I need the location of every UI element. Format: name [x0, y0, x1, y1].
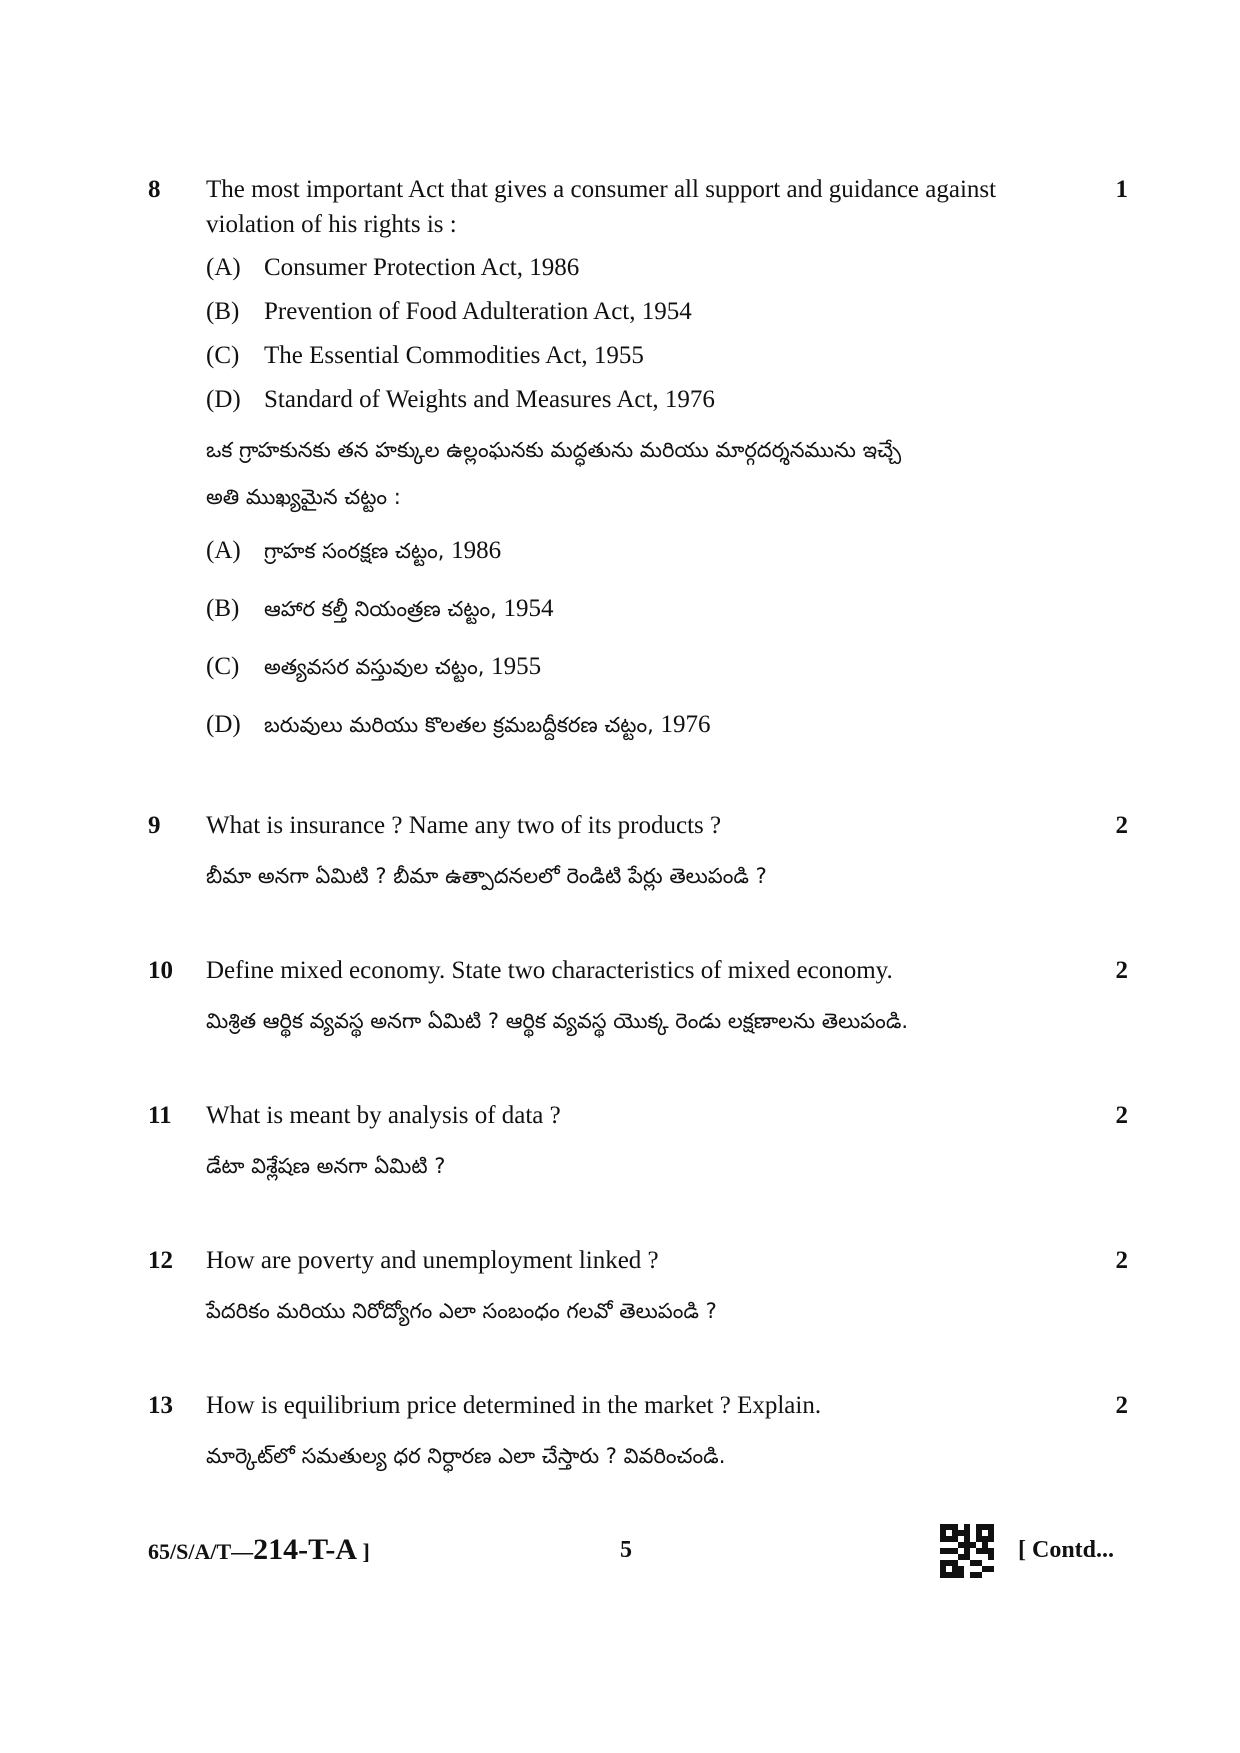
question-marks: 2: [1115, 1247, 1128, 1274]
question-number: 9: [148, 812, 161, 839]
qr-code-icon: [940, 1524, 994, 1578]
question-body: [206, 808, 1046, 894]
question-text: How is equilibrium price determined in the market ? Explain.: [206, 1392, 822, 1419]
question-body: [206, 953, 1046, 1039]
option-text: The Essential Commodities Act, 1955: [264, 342, 644, 369]
option-text: బరువులు మరియు కొలతల క్రమబద్దీకరణ చట్టం,: [264, 713, 661, 737]
question-text-telugu: మిశ్రిత ఆర్థిక వ్యవస్థ అనగా ఏమిటి ? ఆర్థిక వ్యవస్థ యొక్క రెండు లక్షణాలను తెలుపండి.: [206, 1009, 909, 1033]
option-text: అత్యవసర వస్తువుల చట్టం,: [264, 655, 492, 679]
option-text: Consumer Protection Act, 1986: [264, 254, 580, 281]
option-label: (D): [206, 386, 241, 413]
paper-code-suffix: ]: [357, 1539, 370, 1564]
question-number: 8: [148, 176, 161, 203]
options-telugu: [206, 533, 1046, 743]
option-a: [206, 250, 1046, 285]
option-d: [206, 382, 1046, 417]
option-label: (B): [206, 298, 240, 325]
option-label: (D): [206, 711, 241, 738]
paper-code-main: 214-T-A: [253, 1533, 358, 1566]
question-text-line: violation of his rights is :: [206, 211, 457, 238]
question-text: Define mixed economy. State two characteristics of mixed economy.: [206, 957, 893, 984]
option-year: 1976: [660, 711, 711, 738]
option-text: ఆహార కల్తీ నియంత్రణ చట్టం,: [264, 597, 504, 621]
question-text-telugu: డేటా విశ్లేషణ అనగా ఏమిటి ?: [206, 1154, 446, 1178]
option-text: Standard of Weights and Measures Act, 1976: [264, 386, 715, 413]
question-text-line: The most important Act that gives a consumer all support and guidance against: [206, 176, 997, 203]
option-c: [206, 338, 1046, 373]
question-marks: 2: [1115, 1102, 1128, 1129]
question-marks: 2: [1115, 1392, 1128, 1419]
option-year: 1986: [451, 537, 502, 564]
question-number: 11: [148, 1102, 172, 1129]
question-marks: 2: [1115, 957, 1128, 984]
question-text-telugu: మార్కెట్‌లో సమతుల్య ధర నిర్ధారణ ఎలా చేస్తారు ? వివరించండి.: [206, 1444, 726, 1468]
option-d-telugu: [206, 707, 1046, 743]
question-text: How are poverty and unemployment linked ?: [206, 1247, 659, 1274]
question-number: 13: [148, 1392, 173, 1419]
option-a-telugu: [206, 533, 1046, 569]
continued-label: [ Contd...: [1018, 1537, 1115, 1563]
question-body: [206, 1388, 1046, 1474]
question-number: 12: [148, 1247, 173, 1274]
question-text: What is insurance ? Name any two of its products ?: [206, 812, 722, 839]
question-text-telugu: బీమా అనగా ఏమిటి ? బీమా ఉత్పాదనలలో రెండిటి పేర్లు తెలుపండి ?: [206, 864, 767, 888]
option-label: (B): [206, 595, 240, 622]
question-text-telugu: [206, 433, 1046, 515]
option-label: (C): [206, 653, 240, 680]
question-body: [206, 1243, 1046, 1329]
question-body: [206, 172, 1046, 743]
paper-code-prefix: 65/S/A/T—: [148, 1539, 254, 1564]
paper-code: [148, 1530, 370, 1572]
telugu-line: ఒక గ్రాహకునకు తన హక్కుల ఉల్లంఘనకు మద్ధతును మరియు మార్గదర్శనమును ఇచ్చే: [206, 438, 902, 462]
question-marks: 2: [1115, 812, 1128, 839]
option-label: (A): [206, 537, 241, 564]
option-c-telugu: [206, 649, 1046, 685]
question-text: What is meant by analysis of data ?: [206, 1102, 561, 1129]
question-marks: 1: [1115, 176, 1128, 203]
option-text: Prevention of Food Adulteration Act, 1954: [264, 298, 692, 325]
question-body: [206, 1098, 1046, 1184]
option-year: 1955: [491, 653, 542, 680]
question-number: 10: [148, 957, 173, 984]
option-b: [206, 294, 1046, 329]
option-text: గ్రాహక సంరక్షణ చట్టం,: [264, 539, 452, 563]
page-number: 5: [620, 1537, 632, 1563]
option-year: 1954: [503, 595, 554, 622]
options-english: [206, 250, 1046, 417]
option-label: (A): [206, 254, 241, 281]
question-text-telugu: పేదరికం మరియు నిరోద్యోగం ఎలా సంబంధం గలవో తెలుపండి ?: [206, 1299, 717, 1323]
telugu-line: అతి ముఖ్యమైన చట్టం :: [206, 485, 401, 509]
option-label: (C): [206, 342, 240, 369]
option-b-telugu: [206, 591, 1046, 627]
